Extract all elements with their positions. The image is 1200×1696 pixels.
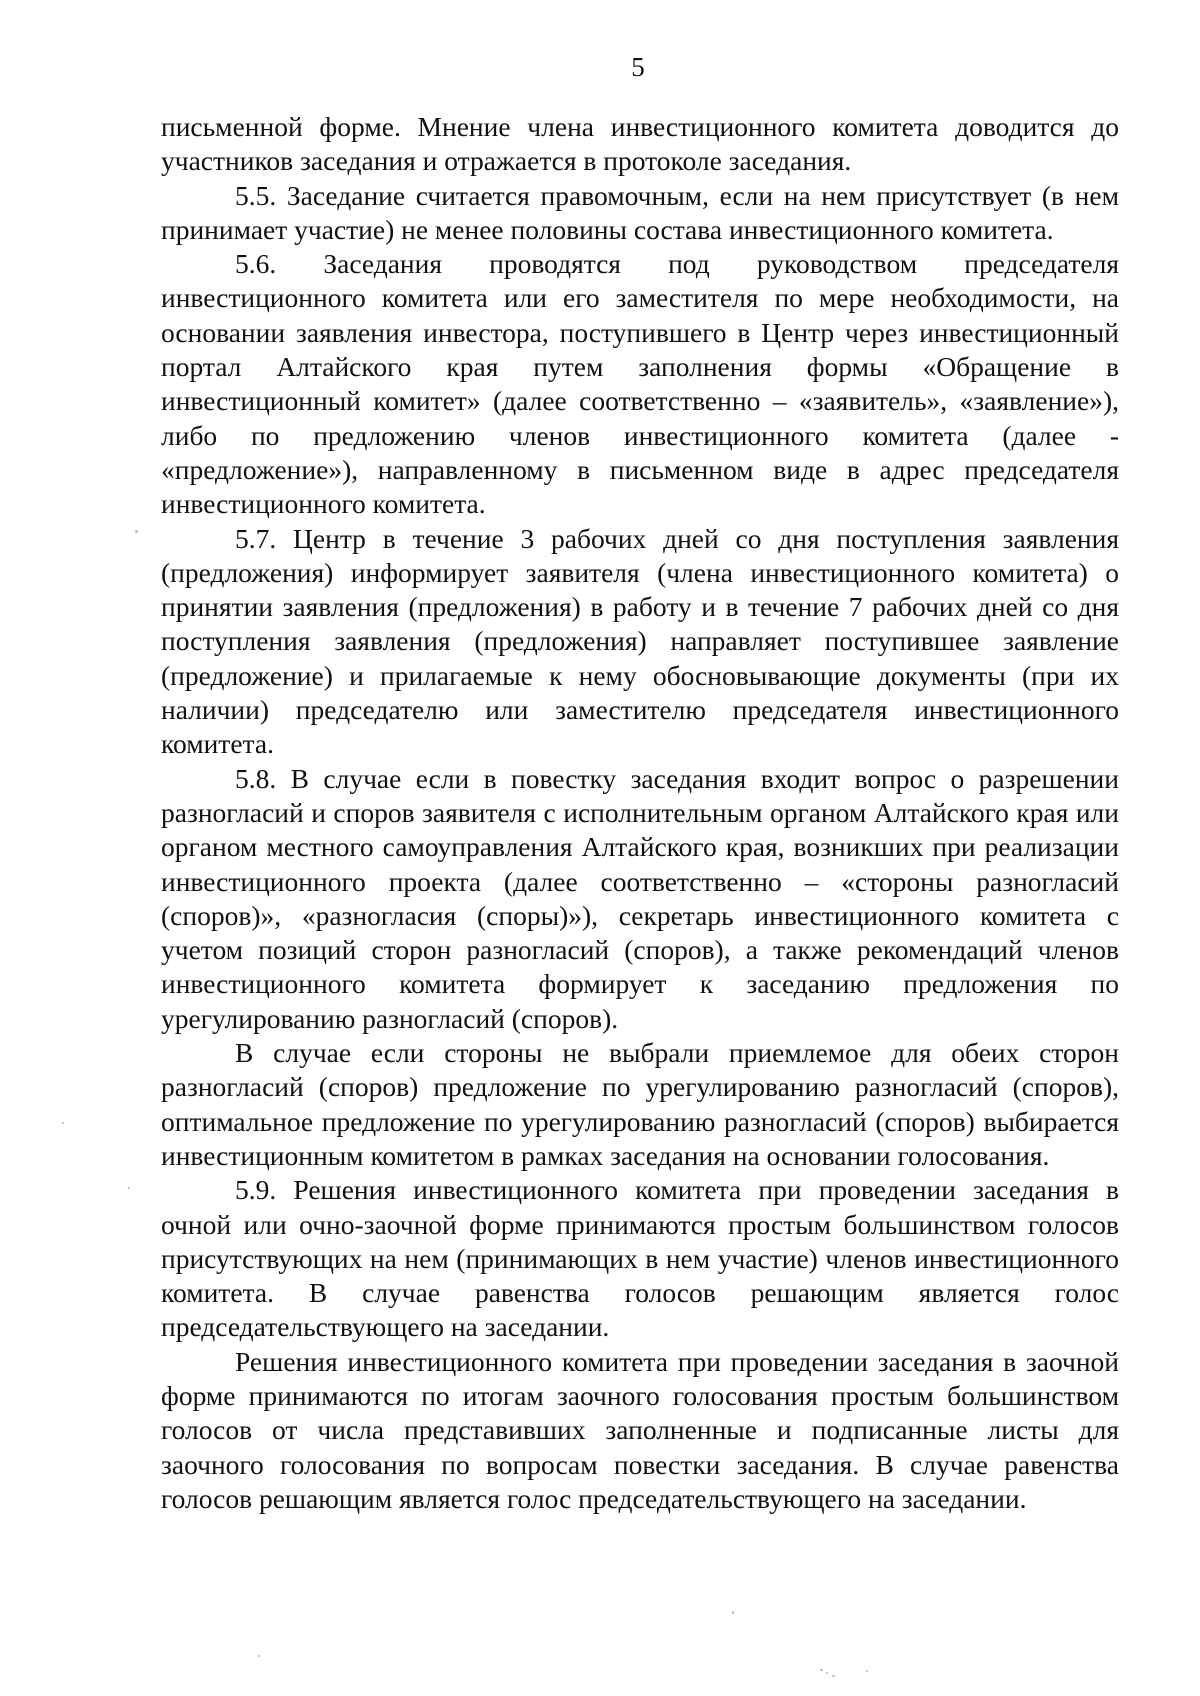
paragraph-continuation: письменной форме. Мнение члена инвестиционного комитета доводится до участников заседания и отражается в протоколе заседания. bbox=[161, 111, 1119, 177]
paragraph-5-8-continued: В случае если стороны не выбрали приемлемое для обеих сторон разногласий (споров) предложение по урегулированию разногласий (споров), оптимальное предложение по урегулированию разногласий (споров) выбирается инвестиционным комитетом в рамках заседания на основании голосования. bbox=[161, 1037, 1119, 1171]
scan-speck bbox=[62, 1122, 64, 1124]
page-number: 5 bbox=[631, 52, 645, 82]
scan-speck bbox=[732, 1611, 734, 1614]
scan-speck bbox=[832, 1675, 835, 1677]
paragraph-5-5: 5.5. Заседание считается правомочным, если на нем присутствует (в нем принимает участие) не менее половины состава инвестиционного комитета. bbox=[161, 179, 1119, 245]
scan-speck bbox=[128, 1187, 130, 1189]
paragraph-5-6: 5.6. Заседания проводятся под руководством председателя инвестиционного комитета или его заместителя по мере необходимости, на основании заявления инвестора, поступившего в Центр через инвестиционный портал Алтайского края путем заполнения формы «Обращение в инвестиционный комитет» (далее соответственно – «заявитель», «заявление»), либо по предложению членов инвестиционного комитета (далее - «предложение»), направленному в письменном виде в адрес председателя инвестиционного комитета. bbox=[161, 248, 1119, 520]
paragraph-5-9-continued: Решения инвестиционного комитета при проведении заседания в заочной форме принимаются по итогам заочного голосования простым большинством голосов от числа представивших заполненные и подписанные листы для заочного голосования по вопросам повестки заседания. В случае равенства голосов решающим является голос председательствующего на заседании. bbox=[161, 1345, 1119, 1514]
scan-speck bbox=[258, 1655, 260, 1657]
paragraph-5-9: 5.9. Решения инвестиционного комитета при проведении заседания в очной или очно-заочной форме принимаются простым большинством голосов присутствующих на нем (принимающих в нем участие) членов инвестиционного комитета. В случае равенства голосов решающим является голос председательствующего на заседании. bbox=[161, 1174, 1119, 1343]
paragraph-5-8: 5.8. В случае если в повестку заседания входит вопрос о разрешении разногласий и споров заявителя с исполнительным органом Алтайского края или органом местного самоуправления Алтайского края, возникших при реализации инвестиционного проекта (далее соответственно – «стороны разногласий (споров)», «разногласия (споры)»), секретарь инвестиционного комитета с учетом позиций сторон разногласий (споров), а также рекомендаций членов инвестиционного комитета формирует к заседанию предложения по урегулированию разногласий (споров). bbox=[161, 762, 1119, 1034]
scan-speck bbox=[135, 530, 138, 533]
scan-speck bbox=[820, 1669, 823, 1671]
document-body bbox=[161, 110, 1119, 1516]
paragraph-5-7: 5.7. Центр в течение 3 рабочих дней со дня поступления заявления (предложения) информирует заявителя (члена инвестиционного комитета) о принятии заявления (предложения) в работу и в течение 7 рабочих дней со дня поступления заявления (предложения) направляет поступившее заявление (предложение) и прилагаемые к нему обосновывающие документы (при их наличии) председателю или заместителю председателя инвестиционного комитета. bbox=[161, 522, 1119, 760]
scan-speck bbox=[826, 1672, 828, 1674]
scan-speck bbox=[866, 1670, 868, 1672]
